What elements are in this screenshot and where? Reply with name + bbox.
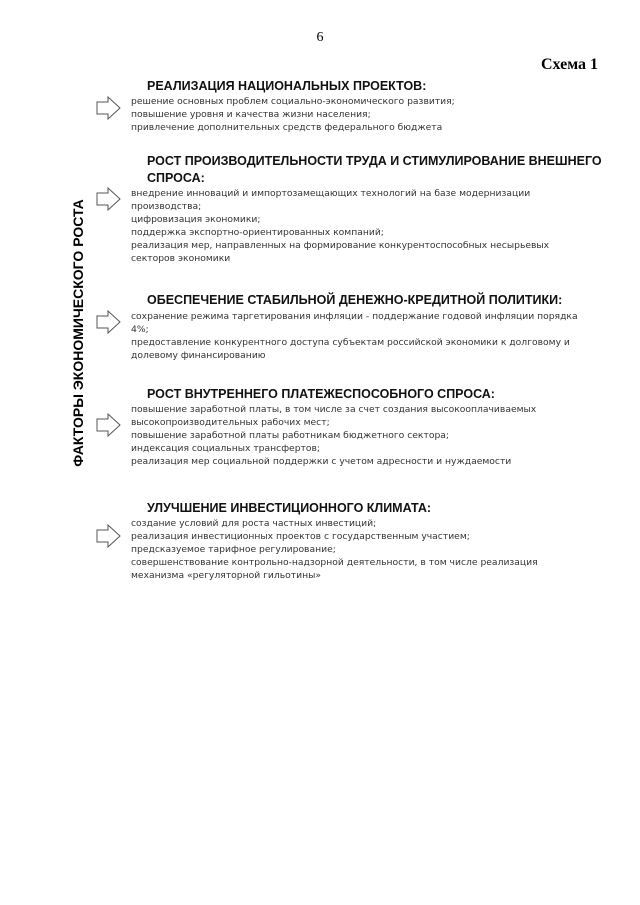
list-item: повышение уровня и качества жизни населения; [131, 108, 371, 120]
list-item: сохранение режима таргетирования инфляции - поддержание годовой инфляции порядка 4%; [131, 311, 578, 335]
list-item: реализация мер, направленных на формирование конкурентоспособных несырьевых секторов экономики [131, 239, 550, 264]
list-item: решение основных проблем социально-экономического развития; [131, 96, 455, 107]
arrow-right-icon [96, 95, 122, 121]
list-item: реализация мер социальной поддержки с учетом адресности и нуждаемости [131, 455, 512, 467]
list-item: повышение заработной платы работникам бюджетного сектора; [131, 429, 450, 441]
list-item: повышение заработной платы, в том числе за счет создания высокооплачиваемых высокопроизводительных рабочих мест; [131, 404, 537, 428]
list-item: индексация социальных трансфертов; [131, 442, 321, 454]
scheme-label: Схема 1 [540, 56, 598, 73]
block-items [131, 96, 591, 135]
vertical-title: ФАКТОРЫ ЭКОНОМИЧЕСКОГО РОСТА [70, 199, 86, 467]
arrow-right-icon [96, 523, 122, 549]
list-item: предоставление конкурентного доступа субъектам российской экономики к долговому и долевому финансированию [131, 336, 570, 361]
list-item: реализация инвестиционных проектов с государственным участием; [131, 530, 470, 542]
block-title: РОСТ ВНУТРЕННЕГО ПЛАТЕЖЕСПОСОБНОГО СПРОСА: [147, 387, 495, 401]
arrow-right-icon [96, 309, 122, 335]
list-item: совершенствование контрольно-надзорной деятельности, в том числе реализация механизма «регуляторной гильотины» [131, 556, 538, 581]
block-title: ОБЕСПЕЧЕНИЕ СТАБИЛЬНОЙ ДЕНЕЖНО-КРЕДИТНОЙ ПОЛИТИКИ: [147, 293, 563, 307]
block-items [131, 311, 591, 363]
block-items [131, 404, 591, 469]
list-item: привлечение дополнительных средств федерального бюджета [131, 121, 443, 133]
list-item: цифровизация экономики; [131, 213, 261, 225]
page-number: 6 [316, 30, 324, 45]
block-items [131, 188, 591, 265]
list-item: создание условий для роста частных инвестиций; [131, 518, 377, 529]
list-item: внедрение инноваций и импортозамещающих технологий на базе модернизации производства; [131, 188, 531, 212]
block-items [131, 518, 591, 583]
arrow-right-icon [96, 412, 122, 438]
block-title: РОСТ ПРОИЗВОДИТЕЛЬНОСТИ ТРУДА И СТИМУЛИРОВАНИЕ ВНЕШНЕГО СПРОСА: [147, 154, 602, 185]
arrow-right-icon [96, 186, 122, 212]
block-title: УЛУЧШЕНИЕ ИНВЕСТИЦИОННОГО КЛИМАТА: [147, 501, 432, 515]
block-title: РЕАЛИЗАЦИЯ НАЦИОНАЛЬНЫХ ПРОЕКТОВ: [147, 79, 427, 93]
list-item: предсказуемое тарифное регулирование; [131, 543, 336, 555]
list-item: поддержка экспортно-ориентированных компаний; [131, 226, 384, 238]
